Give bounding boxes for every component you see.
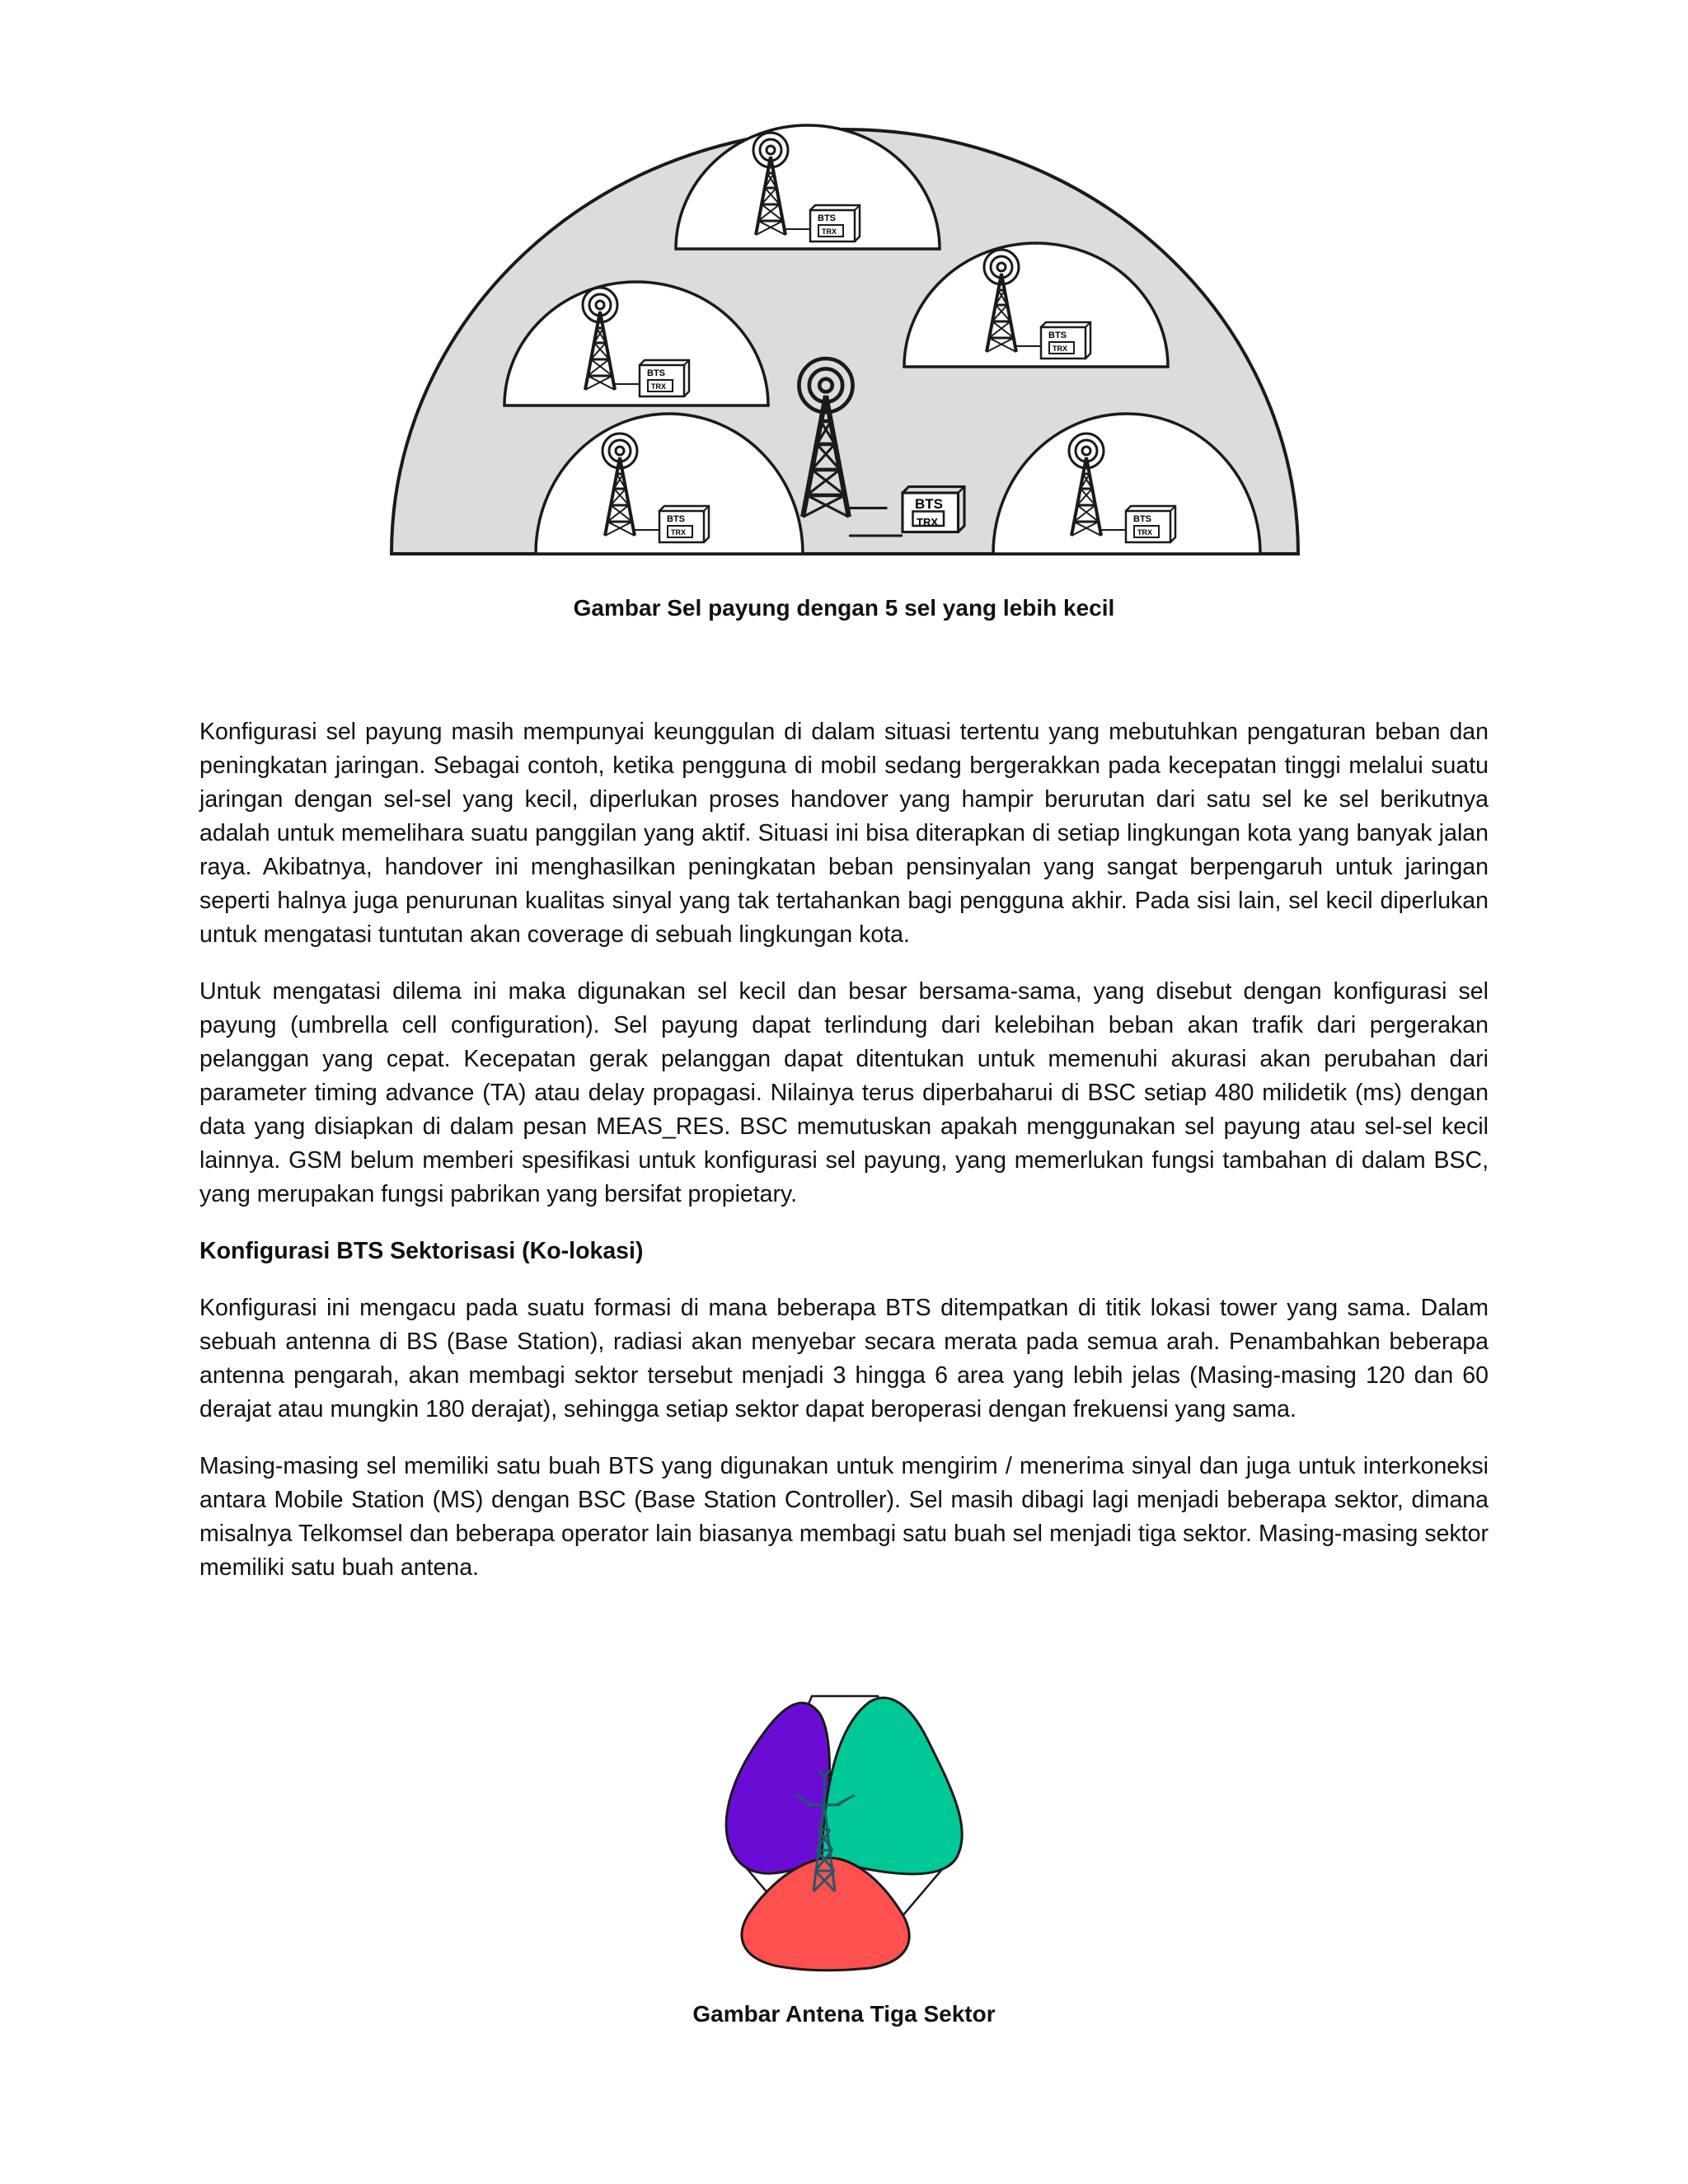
paragraph: Masing-masing sel memiliki satu buah BTS yang digunakan untuk mengirim / menerima sinyal dan juga untuk interkoneksi antara Mobile Station (MS) dengan BSC (Base Station Controller). Sel masih dibagi lagi menjadi beberapa sektor, dimana misalnya Telkomsel dan beberapa operator lain biasanya membagi satu buah sel menjadi tiga sektor. Masing-masing sektor memiliki satu buah antena. — [199, 1453, 1489, 1581]
section-heading: Konfigurasi BTS Sektorisasi (Ko-lokasi) — [199, 1238, 644, 1264]
svg-text:TRX: TRX — [671, 528, 686, 537]
svg-text:BTS: BTS — [818, 213, 836, 223]
article-body — [199, 715, 1489, 1608]
svg-text:TRX: TRX — [1053, 344, 1067, 353]
svg-text:BTS: BTS — [915, 496, 943, 512]
svg-text:TRX: TRX — [1137, 528, 1152, 537]
three-sector-figure — [672, 1690, 1018, 1978]
svg-text:BTS: BTS — [647, 368, 665, 378]
paragraph: Untuk mengatasi dilema ini maka digunakan sel kecil dan besar bersama-sama, yang disebut dengan konfigurasi sel payung (umbrella cell configuration). Sel payung dapat terlindung dari kelebihan beban akan trafik dari pergerakan pelanggan yang cepat. Kecepatan gerak pelanggan dapat ditentukan untuk memenuhi akurasi akan perubahan dari parameter timing advance (TA) atau delay propagasi. Nilainya terus diperbaharui di BSC setiap 480 milidetik (ms) dengan data yang disiapkan di dalam pesan MEAS_RES. BSC memutuskan apakah menggunakan sel payung atau sel-sel kecil lainnya. GSM belum memberi spesifikasi untuk konfigurasi sel payung, yang memerlukan fungsi tambahan di dalam BSC, yang merupakan fungsi pabrikan yang bersifat propietary. — [199, 978, 1489, 1207]
svg-text:BTS: BTS — [1048, 330, 1067, 340]
paragraph: Konfigurasi sel payung masih mempunyai keunggulan di dalam situasi tertentu yang mebutuhkan pengaturan beban dan peningkatan jaringan. Sebagai contoh, ketika pengguna di mobil sedang bergerakkan pada kecepatan tinggi melalui suatu jaringan dengan sel-sel yang kecil, diperlukan proses handover yang hampir berurutan dari satu sel ke sel berikutnya adalah untuk memelihara suatu panggilan yang aktif. Situasi ini bisa diterapkan di setiap lingkungan kota yang banyak jalan raya. Akibatnya, handover ini menghasilkan peningkatan beban pensinyalan yang sangat berpengaruh untuk jaringan seperti halnya juga penurunan kualitas sinyal yang tak tertahankan bagi pengguna akhir. Pada sisi lain, sel kecil diperlukan untuk mengatasi tuntutan akan coverage di sebuah lingkungan kota. — [199, 719, 1489, 948]
svg-text:BTS: BTS — [667, 514, 685, 524]
umbrella-cell-figure — [387, 124, 1302, 560]
svg-text:TRX: TRX — [651, 382, 666, 391]
svg-text:TRX: TRX — [917, 516, 938, 528]
sector-green — [822, 1698, 962, 1874]
paragraph: Konfigurasi ini mengacu pada suatu formasi di mana beberapa BTS ditempatkan di titik lokasi tower yang sama. Dalam sebuah antenna di BS (Base Station), radiasi akan menyebar secara merata pada semua arah. Penambahkan beberapa antenna pengarah, akan membagi sektor tersebut menjadi 3 hingga 6 area yang lebih jelas (Masing-masing 120 dan 60 derajat atau mungkin 180 derajat), sehingga setiap sektor dapat beroperasi dengan frekuensi yang sama. — [199, 1295, 1489, 1422]
three-sector-diagram — [672, 1690, 1018, 1978]
sector-purple — [726, 1703, 829, 1873]
umbrella-cell-diagram — [387, 124, 1302, 560]
figure-caption: Gambar Antena Tiga Sektor — [692, 2001, 996, 2027]
svg-text:BTS: BTS — [1133, 514, 1151, 524]
figure-caption: Gambar Sel payung dengan 5 sel yang lebih kecil — [573, 595, 1115, 621]
svg-text:TRX: TRX — [822, 227, 837, 236]
